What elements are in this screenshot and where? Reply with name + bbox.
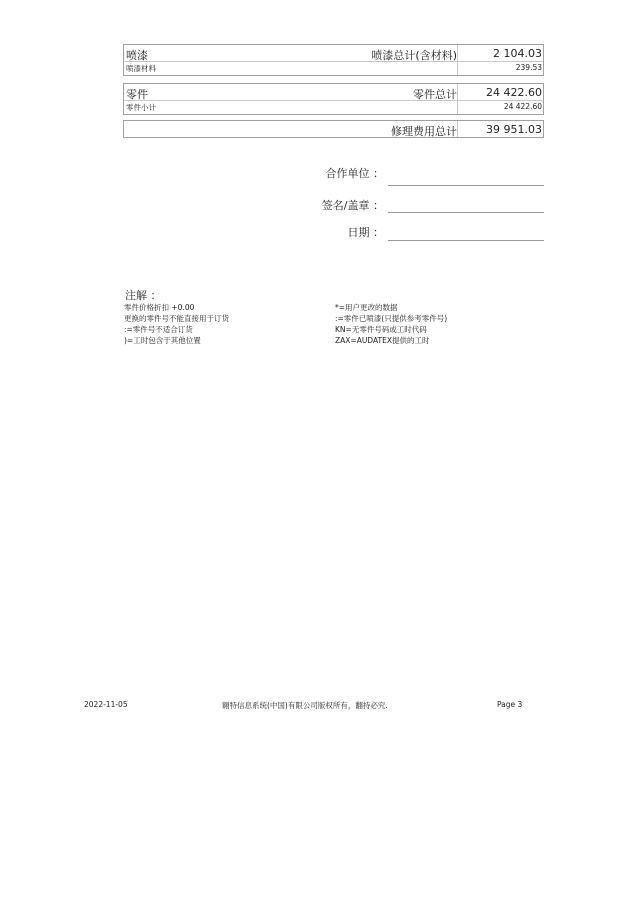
parts-subtotal-label: 零件小计 xyxy=(126,103,156,112)
date-line xyxy=(388,240,544,241)
parts-total-value: 24 422.60 xyxy=(486,86,542,99)
paint-material-row xyxy=(124,61,543,75)
paint-total-value: 2 104.03 xyxy=(493,47,542,60)
footer-copyright: 翱特信息系统(中国)有限公司版权所有，翻持必究. xyxy=(222,701,388,710)
partner-label-wrap xyxy=(264,165,384,179)
sign-label: 签名/盖章 ： xyxy=(321,199,384,212)
note-line: :=零件已喷漆(只提供参考零件号) xyxy=(335,314,448,323)
paint-material-value: 239.53 xyxy=(515,63,542,72)
note-line: )=工时包含于其他位置 xyxy=(124,336,201,345)
paint-total-row xyxy=(124,45,543,61)
repair-total-row xyxy=(124,121,543,137)
note-line: 零件价格折扣 +0.00 xyxy=(124,303,195,312)
parts-subtotal-value: 24 422.60 xyxy=(503,102,542,111)
repair-total-value: 39 951.03 xyxy=(486,123,542,136)
notes-title: 注解 ： xyxy=(125,289,162,302)
date-label-wrap xyxy=(264,224,384,238)
paint-title: 喷漆 xyxy=(126,49,148,62)
notes-right xyxy=(335,302,447,346)
sign-label-wrap xyxy=(264,197,384,211)
parts-subtotal-row xyxy=(124,100,543,114)
parts-title: 零件 xyxy=(126,88,148,101)
paint-total-label: 喷漆总计(含材料) xyxy=(371,49,457,62)
note-line: 更换的零件号不能直接用于订货 xyxy=(124,314,229,323)
note-line: ZAX=AUDATEX提供的工时 xyxy=(335,336,430,345)
note-line: :=零件号不适合订货 xyxy=(124,325,193,334)
partner-label: 合作单位 ： xyxy=(325,167,384,180)
parts-total-label: 零件总计 xyxy=(413,88,457,101)
paint-material-label: 喷漆材料 xyxy=(126,64,156,73)
footer-date: 2022-11-05 xyxy=(84,700,128,709)
notes-left xyxy=(124,302,229,346)
repair-total-section xyxy=(123,120,544,138)
footer-page-number: Page 3 xyxy=(497,700,523,709)
partner-line xyxy=(388,185,544,186)
paint-section xyxy=(123,44,544,76)
note-line: *=用户更改的数据 xyxy=(335,303,398,312)
parts-total-row xyxy=(124,84,543,100)
parts-section xyxy=(123,83,544,115)
note-line: KN=无零件号码或工时代码 xyxy=(335,325,427,334)
sign-line xyxy=(388,212,544,213)
repair-total-label: 修理费用总计 xyxy=(391,125,457,138)
date-label: 日期 ： xyxy=(347,226,384,239)
